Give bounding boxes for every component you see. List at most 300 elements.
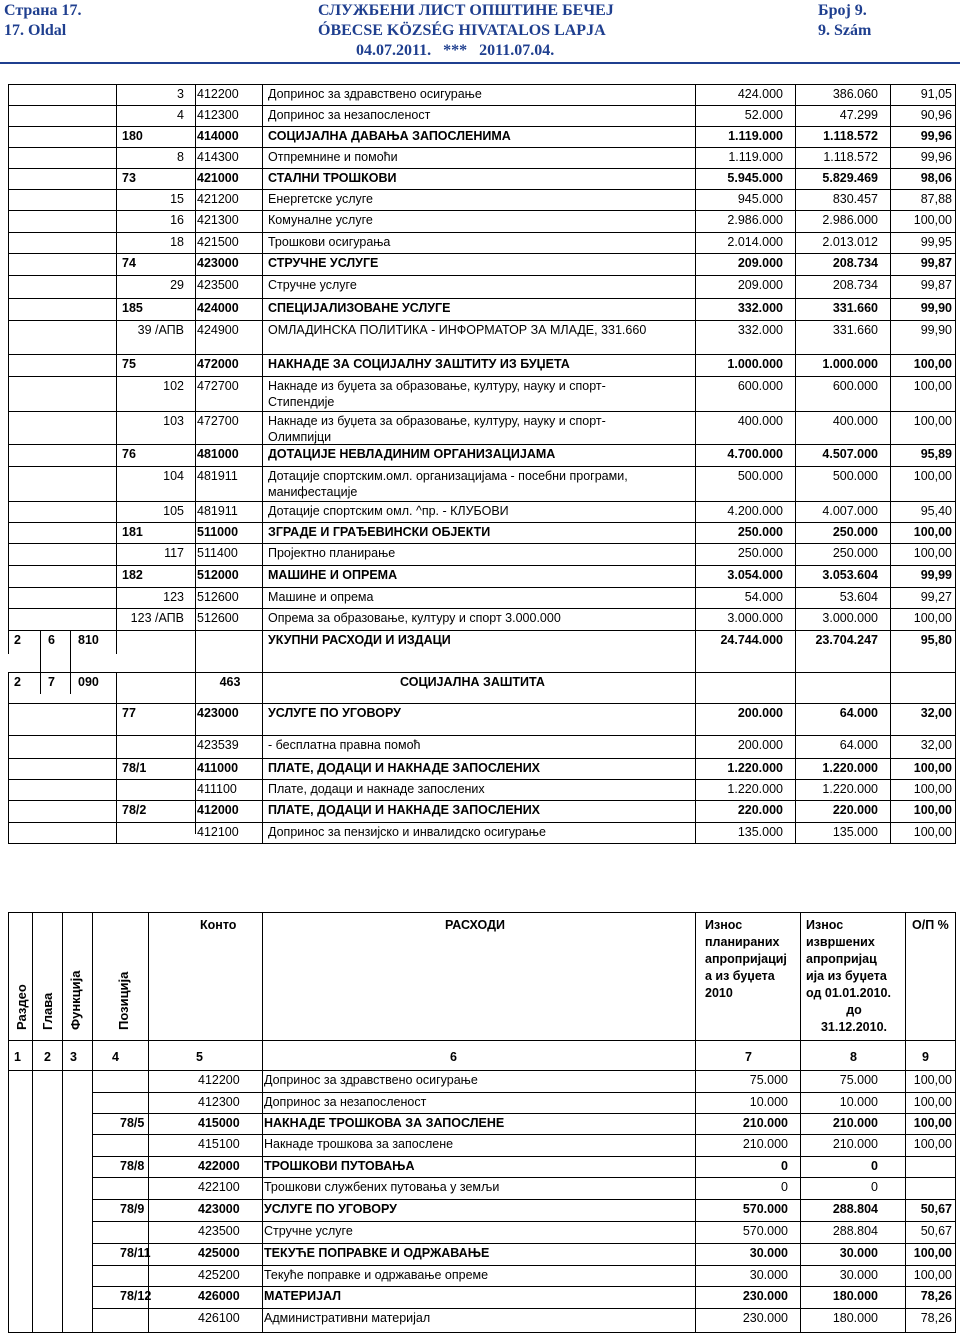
percent-cell: 99,87	[920, 256, 952, 270]
account-cell: 426100	[198, 1311, 240, 1325]
function-cell: 181	[122, 525, 143, 539]
executed-amount-cell: 5.829.469	[822, 171, 878, 185]
name-cell: ТРОШКОВИ ПУТОВАЊА	[264, 1159, 415, 1173]
header-razdeo: Раздео	[14, 984, 29, 1030]
issue-number-sr: Број 9.	[818, 2, 867, 19]
planned-amount-cell: 210.000	[742, 1116, 788, 1130]
section-name-cell: СОЦИЈАЛНА ЗАШТИТА	[400, 675, 545, 689]
executed-amount-cell: 4.007.000	[822, 504, 878, 518]
planned-amount-cell: 0	[781, 1159, 788, 1173]
planned-amount-cell: 600.000	[737, 379, 783, 393]
planned-amount-cell: 250.000	[737, 546, 783, 560]
position-cell: 29	[170, 278, 184, 292]
account-cell: 481911	[197, 469, 238, 483]
planned-amount-cell: 3.000.000	[727, 611, 783, 625]
percent-cell: 100,00	[913, 803, 952, 817]
percent-cell: 32,00	[920, 738, 952, 752]
razdeo-cell: 2	[14, 675, 21, 689]
name-cell-continued: Стипендије	[268, 395, 335, 409]
percent-cell: 100,00	[913, 1137, 952, 1151]
planned-amount-cell: 135.000	[737, 825, 783, 839]
planned-amount-cell: 210.000	[742, 1137, 788, 1151]
percent-cell: 100,00	[913, 761, 952, 775]
table2-header-border	[8, 1040, 955, 1041]
planned-amount-cell: 1.220.000	[727, 761, 783, 775]
planned-amount-cell: 0	[781, 1180, 788, 1194]
percent-cell: 32,00	[920, 706, 952, 720]
planned-amount-cell: 332.000	[737, 323, 783, 337]
table2-column-border	[8, 912, 9, 1333]
percent-cell: 91,05	[920, 87, 952, 101]
executed-amount-cell: 331.660	[832, 301, 878, 315]
function-cell: 78/1	[122, 761, 147, 775]
table1-row-border	[8, 501, 955, 502]
percent-cell: 100,00	[913, 546, 952, 560]
executed-amount-cell: 135.000	[832, 825, 878, 839]
position-cell: 18	[170, 235, 184, 249]
page-number-hu: 17. Oldal	[4, 22, 67, 39]
function-cell: 78/11	[120, 1246, 151, 1260]
function-cell: 78/8	[120, 1159, 145, 1173]
planned-amount-cell: 52.000	[744, 108, 783, 122]
funkcija-cell: 090	[78, 675, 99, 689]
account-cell: 421000	[197, 171, 239, 185]
name-cell: Допринос за незапосленост	[264, 1095, 427, 1109]
executed-amount-cell: 830.457	[832, 192, 878, 206]
column-number: 8	[850, 1050, 857, 1064]
name-cell: МАТЕРИЈАЛ	[264, 1289, 342, 1303]
position-cell: 4	[177, 108, 184, 122]
function-cell: 76	[122, 447, 136, 461]
name-cell: СПЕЦИЈАЛИЗОВАНЕ УСЛУГЕ	[268, 301, 451, 315]
table2-column-border	[92, 912, 93, 1333]
gazette-title-hu: ÓBECSE KÖZSÉG HIVATALOS LAPJA	[318, 22, 606, 39]
account-cell: 512600	[197, 611, 239, 625]
percent-cell: 100,00	[913, 1095, 952, 1109]
executed-amount-cell: 250.000	[832, 546, 878, 560]
table2-row-border	[92, 1070, 955, 1071]
name-cell: Плате, додаци и накнаде запослених	[268, 782, 485, 796]
account-cell: 412300	[198, 1095, 240, 1109]
table1-row-border	[8, 543, 955, 544]
table1-row-border	[8, 354, 955, 355]
account-cell: 414000	[197, 129, 239, 143]
table2-row-border	[92, 1265, 955, 1266]
planned-amount-cell: 5.945.000	[727, 171, 783, 185]
position-cell: 15	[170, 192, 184, 206]
percent-cell: 99,27	[920, 590, 952, 604]
planned-amount-cell: 2.014.000	[727, 235, 783, 249]
executed-amount-cell: 30.000	[839, 1246, 878, 1260]
executed-amount-cell: 3.053.604	[822, 568, 878, 582]
header-executed: до	[846, 1003, 862, 1017]
name-cell: ДОТАЦИЈЕ НЕВЛАДИНИМ ОРГАНИЗАЦИЈАМА	[268, 447, 556, 461]
table2-column-border	[695, 912, 696, 1333]
executed-amount-cell: 386.060	[832, 87, 878, 101]
executed-amount-cell: 1.220.000	[822, 761, 878, 775]
percent-cell: 78,26	[920, 1289, 952, 1303]
account-cell: 512600	[197, 590, 239, 604]
table1-row-border	[8, 84, 955, 85]
header-planned: апропријациј	[705, 952, 787, 966]
name-cell: Дотације спортским.омл. организацијама - посебни програми,	[268, 469, 628, 483]
position-cell: 3	[177, 87, 184, 101]
position-cell: 102	[163, 379, 184, 393]
table1-left-border	[8, 84, 9, 654]
name-cell: ОМЛАДИНСКА ПОЛИТИКА - ИНФОРМАТОР ЗА МЛАДЕ, 331.660	[268, 323, 647, 337]
header-planned: а из буџета	[705, 969, 775, 983]
executed-amount-cell: 1.000.000	[822, 357, 878, 371]
table2-row-border	[92, 1243, 955, 1244]
percent-cell: 100,00	[913, 379, 952, 393]
percent-cell: 98,06	[920, 171, 952, 185]
account-cell: 423539	[197, 738, 239, 752]
executed-amount-cell: 180.000	[832, 1289, 878, 1303]
table1-row-border	[8, 320, 955, 321]
executed-amount-cell: 10.000	[839, 1095, 878, 1109]
account-cell: 423000	[197, 706, 239, 720]
table1-row-border	[8, 800, 955, 801]
executed-amount-cell: 23.704.247	[815, 633, 878, 647]
account-cell: 426000	[198, 1289, 240, 1303]
account-cell: 411100	[197, 782, 237, 796]
function-cell: 75	[122, 357, 136, 371]
table1-row-border	[8, 522, 955, 523]
header-planned: 2010	[705, 986, 733, 1000]
table2-row-border	[92, 1199, 955, 1200]
executed-amount-cell: 600.000	[832, 379, 878, 393]
planned-amount-cell: 10.000	[749, 1095, 788, 1109]
table2-row-border	[92, 1308, 955, 1309]
name-cell: Административни материјал	[264, 1311, 431, 1325]
percent-cell: 100,00	[913, 213, 952, 227]
table1-right-border	[955, 84, 956, 844]
account-cell: 415000	[198, 1116, 240, 1130]
name-cell: Машине и опрема	[268, 590, 374, 604]
table2-row-border	[92, 1156, 955, 1157]
executed-amount-cell: 3.000.000	[822, 611, 878, 625]
account-cell: 472000	[197, 357, 239, 371]
table1-row-border	[8, 275, 955, 276]
account-cell: 424900	[197, 323, 239, 337]
name-cell: Стручне услуге	[268, 278, 357, 292]
account-cell: 511000	[197, 525, 239, 539]
percent-cell: 90,96	[920, 108, 952, 122]
account-cell: 425000	[198, 1246, 240, 1260]
executed-amount-cell: 47.299	[839, 108, 878, 122]
table1-row-border	[8, 253, 955, 254]
planned-amount-cell: 209.000	[737, 256, 783, 270]
header-executed: Износ	[806, 918, 844, 932]
planned-amount-cell: 1.000.000	[727, 357, 783, 371]
column-number: 9	[922, 1050, 929, 1064]
planned-amount-cell: 570.000	[742, 1202, 788, 1216]
planned-amount-cell: 400.000	[737, 414, 783, 428]
function-cell: 73	[122, 171, 136, 185]
planned-amount-cell: 200.000	[737, 738, 783, 752]
account-cell: 412200	[198, 1073, 240, 1087]
position-cell: 8	[177, 150, 184, 164]
planned-amount-cell: 230.000	[742, 1311, 788, 1325]
name-cell: СОЦИЈАЛНА ДАВАЊА ЗАПОСЛЕНИМА	[268, 129, 511, 143]
percent-cell: 100,00	[913, 469, 952, 483]
column-number: 7	[745, 1050, 752, 1064]
name-cell: ПЛАТЕ, ДОДАЦИ И НАКНАДЕ ЗАПОСЛЕНИХ	[268, 803, 541, 817]
planned-amount-cell: 3.054.000	[727, 568, 783, 582]
percent-cell: 95,89	[920, 447, 952, 461]
table1-row-border	[8, 232, 955, 233]
executed-amount-cell: 288.804	[832, 1202, 878, 1216]
table2-row-border	[92, 1092, 955, 1093]
percent-cell: 100,00	[913, 611, 952, 625]
column-number: 2	[44, 1050, 51, 1064]
percent-cell: 100,00	[913, 782, 952, 796]
name-cell: НАКНАДЕ ТРОШКОВА ЗА ЗАПОСЛЕНЕ	[264, 1116, 505, 1130]
account-cell: 425200	[198, 1268, 240, 1282]
percent-cell: 95,80	[920, 633, 952, 647]
account-cell: 481911	[197, 504, 238, 518]
percent-cell: 99,96	[920, 150, 952, 164]
planned-amount-cell: 500.000	[737, 469, 783, 483]
account-cell: 424000	[197, 301, 239, 315]
function-cell: 77	[122, 706, 136, 720]
percent-cell: 99,87	[920, 278, 952, 292]
executed-amount-cell: 64.000	[839, 738, 878, 752]
column-number: 3	[70, 1050, 77, 1064]
glava-cell: 7	[48, 675, 55, 689]
account-cell: 414300	[197, 150, 239, 164]
position-cell: 117	[164, 546, 184, 560]
account-cell: 423000	[198, 1202, 240, 1216]
planned-amount-cell: 424.000	[737, 87, 783, 101]
header-percent: О/П %	[912, 918, 949, 932]
header-executed: ија из буџета	[806, 969, 887, 983]
name-cell: Накнаде из буџета за образовање, културу, науку и спорт-	[268, 379, 606, 393]
name-cell: Отпремнине и помоћи	[268, 150, 398, 164]
table1-row-border	[8, 758, 955, 759]
account-cell: 421500	[197, 235, 239, 249]
name-cell-continued: манифестације	[268, 485, 358, 499]
header-expenses: РАСХОДИ	[445, 918, 505, 932]
table1-row-border	[8, 105, 955, 106]
name-cell: Дотације спортским омл. ^пр. - КЛУБОВИ	[268, 504, 509, 518]
issue-date: 04.07.2011. *** 2011.07.04.	[356, 42, 555, 59]
header-executed: извршених	[806, 935, 875, 949]
percent-cell: 100,00	[913, 1116, 952, 1130]
planned-amount-cell: 209.000	[737, 278, 783, 292]
name-cell: Трошкови службених путовања у земљи	[264, 1180, 500, 1194]
percent-cell: 50,67	[920, 1202, 952, 1216]
executed-amount-cell: 64.000	[839, 706, 878, 720]
planned-amount-cell: 1.119.000	[728, 150, 783, 164]
planned-amount-cell: 30.000	[749, 1246, 788, 1260]
table1-row-border	[8, 168, 955, 169]
function-cell: 78/9	[120, 1202, 145, 1216]
name-cell: Комуналне услуге	[268, 213, 373, 227]
header-planned: Износ	[705, 918, 743, 932]
table1-row-border	[8, 735, 955, 736]
header-executed: од 01.01.2010.	[806, 986, 891, 1000]
account-cell: 481000	[197, 447, 239, 461]
table1-row-border	[8, 779, 955, 780]
name-cell: Енергетске услуге	[268, 192, 373, 206]
table1-row-border	[8, 587, 955, 588]
name-cell: Допринос за здравствено осигурање	[268, 87, 482, 101]
percent-cell: 100,00	[913, 525, 952, 539]
table1-row-border	[8, 147, 955, 148]
name-cell: СТРУЧНЕ УСЛУГЕ	[268, 256, 379, 270]
percent-cell: 99,96	[920, 129, 952, 143]
table1-row-border	[8, 630, 955, 631]
account-cell: 421200	[197, 192, 239, 206]
planned-amount-cell: 1.220.000	[727, 782, 783, 796]
executed-amount-cell: 1.220.000	[822, 782, 878, 796]
executed-amount-cell: 1.118.572	[823, 150, 878, 164]
name-cell: Накнаде трошкова за запослене	[264, 1137, 454, 1151]
percent-cell: 100,00	[913, 414, 952, 428]
table1-glava-border	[40, 630, 41, 694]
header-executed: апропријац	[806, 952, 877, 966]
executed-amount-cell: 0	[871, 1159, 878, 1173]
account-cell: 412300	[197, 108, 239, 122]
executed-amount-cell: 1.118.572	[823, 129, 878, 143]
table2-column-border	[32, 912, 33, 1333]
planned-amount-cell: 200.000	[737, 706, 783, 720]
table2-column-border	[955, 912, 956, 1333]
table2-row-border	[92, 1286, 955, 1287]
planned-amount-cell: 4.700.000	[727, 447, 783, 461]
name-cell: Допринос за пензијско и инвалидско осигурање	[268, 825, 546, 839]
table2-row-border	[92, 1177, 955, 1178]
percent-cell: 78,26	[920, 1311, 952, 1325]
header-account: Конто	[200, 918, 237, 932]
glava-cell: 6	[48, 633, 55, 647]
function-cell: 78/5	[120, 1116, 145, 1130]
account-cell: 411000	[197, 761, 239, 775]
executed-amount-cell: 75.000	[839, 1073, 878, 1087]
table2-column-border	[262, 912, 263, 1333]
table1-row-border	[8, 189, 955, 190]
table1-row-border	[8, 703, 955, 704]
account-cell: 472700	[197, 379, 239, 393]
name-cell: Трошкови осигурања	[268, 235, 391, 249]
table1-row-border	[8, 298, 955, 299]
account-cell: 423500	[198, 1224, 240, 1238]
table1-row-border	[8, 565, 955, 566]
account-cell: 412200	[197, 87, 239, 101]
executed-amount-cell: 180.000	[832, 1311, 878, 1325]
percent-cell: 50,67	[920, 1224, 952, 1238]
account-cell: 421300	[197, 213, 239, 227]
planned-amount-cell: 4.200.000	[727, 504, 783, 518]
position-cell: 104	[163, 469, 184, 483]
header-divider	[0, 62, 960, 64]
page-number-sr: Страна 17.	[4, 2, 82, 19]
table1-position-border	[195, 84, 196, 834]
account-cell: 423000	[197, 256, 239, 270]
planned-amount-cell: 30.000	[749, 1268, 788, 1282]
percent-cell: 87,88	[920, 192, 952, 206]
table2-row-border	[92, 1221, 955, 1222]
header-glava: Глава	[40, 992, 55, 1030]
account-cell: 511400	[197, 546, 238, 560]
executed-amount-cell: 208.734	[832, 278, 878, 292]
percent-cell: 95,40	[920, 504, 952, 518]
position-cell: 39 /АПВ	[137, 323, 184, 337]
gazette-title-sr: СЛУЖБЕНИ ЛИСТ ОПШТИНЕ БЕЧЕЈ	[318, 2, 614, 19]
name-cell: УКУПНИ РАСХОДИ И ИЗДАЦИ	[268, 633, 451, 647]
executed-amount-cell: 500.000	[832, 469, 878, 483]
name-cell: МАШИНЕ И ОПРЕМА	[268, 568, 398, 582]
column-number: 5	[196, 1050, 203, 1064]
planned-amount-cell: 2.986.000	[727, 213, 783, 227]
planned-amount-cell: 945.000	[737, 192, 783, 206]
executed-amount-cell: 30.000	[839, 1268, 878, 1282]
table1-funkcija-border	[70, 630, 71, 694]
position-cell: 105	[163, 504, 184, 518]
table1-row-border	[8, 444, 955, 445]
executed-amount-cell: 210.000	[832, 1116, 878, 1130]
name-cell: Допринос за здравствено осигурање	[264, 1073, 478, 1087]
account-cell: 472700	[197, 414, 239, 428]
percent-cell: 99,99	[920, 568, 952, 582]
account-cell: 423500	[197, 278, 239, 292]
function-cell: 182	[122, 568, 143, 582]
name-cell: СТАЛНИ ТРОШКОВИ	[268, 171, 397, 185]
percent-cell: 100,00	[913, 1268, 952, 1282]
column-number: 4	[112, 1050, 119, 1064]
position-cell: 16	[170, 213, 184, 227]
name-cell: - бесплатна правна помоћ	[268, 738, 421, 752]
header-planned: планираних	[705, 935, 780, 949]
executed-amount-cell: 4.507.000	[822, 447, 878, 461]
table2-column-border	[62, 912, 63, 1333]
function-cell: 78/12	[120, 1289, 152, 1303]
razdeo-cell: 2	[14, 633, 21, 647]
planned-amount-cell: 1.119.000	[728, 129, 783, 143]
account-cell: 463	[219, 675, 241, 689]
planned-amount-cell: 54.000	[744, 590, 783, 604]
planned-amount-cell: 332.000	[737, 301, 783, 315]
table1-row-border	[8, 376, 955, 377]
name-cell: Допринос за незапосленост	[268, 108, 431, 122]
name-cell: Пројектно планирање	[268, 546, 396, 560]
percent-cell: 99,95	[920, 235, 952, 249]
table2-top-border	[8, 912, 955, 913]
executed-amount-cell: 250.000	[832, 525, 878, 539]
header-executed: 31.12.2010.	[820, 1020, 888, 1034]
percent-cell: 100,00	[913, 1246, 952, 1260]
position-cell: 123 /АПВ	[130, 611, 184, 625]
executed-amount-cell: 288.804	[832, 1224, 878, 1238]
funkcija-cell: 810	[78, 633, 99, 647]
name-cell: УСЛУГЕ ПО УГОВОРУ	[268, 706, 401, 720]
executed-amount-cell: 53.604	[839, 590, 878, 604]
issue-number-hu: 9. Szám	[818, 22, 872, 39]
account-cell: 415100	[198, 1137, 240, 1151]
executed-amount-cell: 400.000	[832, 414, 878, 428]
name-cell: Стручне услуге	[264, 1224, 353, 1238]
planned-amount-cell: 230.000	[742, 1289, 788, 1303]
name-cell: Опрема за образовање, културу и спорт 3.000.000	[268, 611, 561, 625]
executed-amount-cell: 210.000	[832, 1137, 878, 1151]
percent-cell: 100,00	[913, 357, 952, 371]
function-cell: 74	[122, 256, 136, 270]
column-number: 6	[450, 1050, 457, 1064]
header-funkcija: Функција	[68, 970, 83, 1030]
table1-row-border	[8, 210, 955, 211]
executed-amount-cell: 220.000	[832, 803, 878, 817]
